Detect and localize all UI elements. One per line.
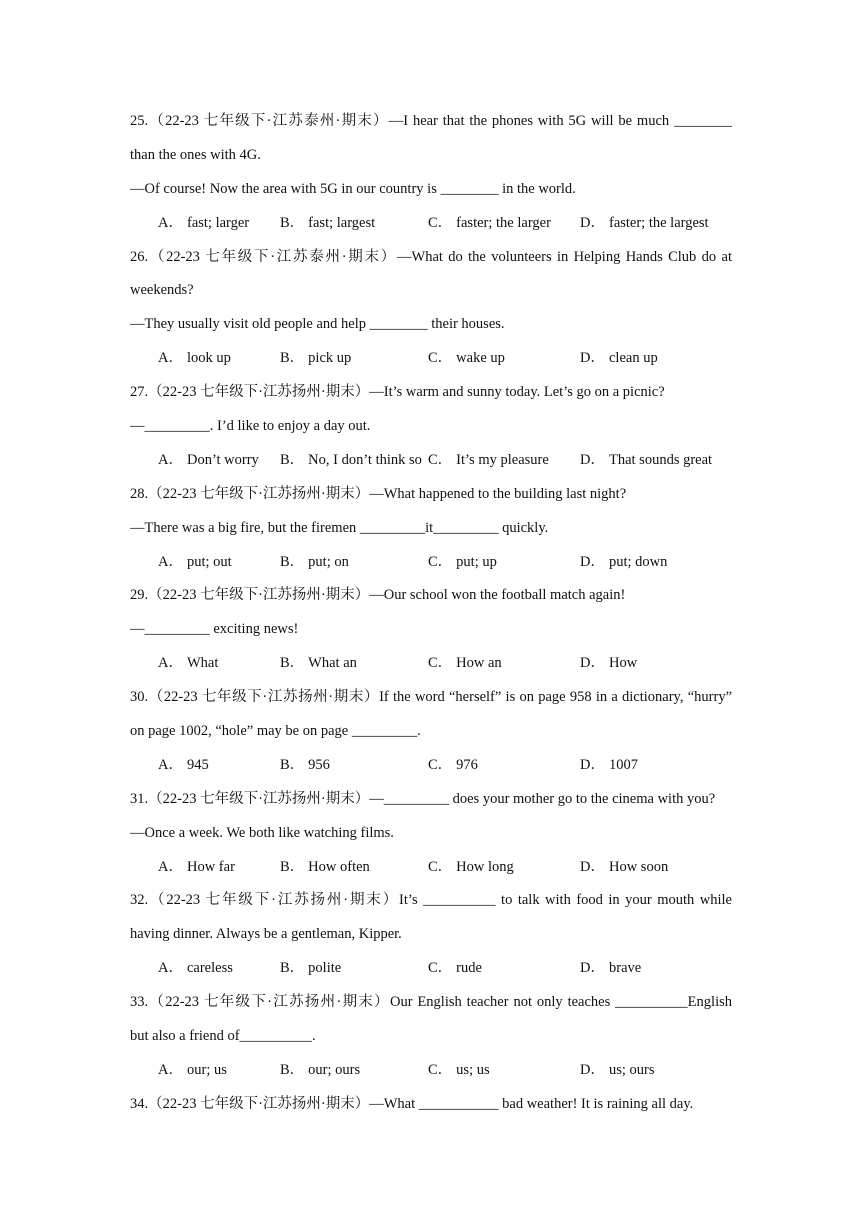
option-label: A． xyxy=(158,756,183,773)
question-line: having dinner. Always be a gentleman, Kipper. xyxy=(130,926,402,943)
option-label: C． xyxy=(428,350,453,367)
option[interactable] xyxy=(280,546,349,580)
option[interactable] xyxy=(280,444,422,478)
option-label: B． xyxy=(280,655,305,672)
question-block xyxy=(130,1088,732,1122)
question-block xyxy=(130,376,732,478)
option-label: C． xyxy=(428,960,453,977)
option[interactable] xyxy=(158,749,209,783)
option-text: 945 xyxy=(186,756,209,773)
question-line: than the ones with 4G. xyxy=(130,146,261,163)
option-text: How an xyxy=(456,655,502,672)
option-text: fast; largest xyxy=(308,214,376,231)
question-stem: 31.（22-23 七年级下·江苏扬州·期末）—_________ does your mother go to the cinema with you? xyxy=(130,790,716,807)
option-text: How xyxy=(608,655,638,672)
option-text: our; ours xyxy=(308,1061,361,1078)
options-row xyxy=(130,207,732,241)
option[interactable] xyxy=(158,444,259,478)
option-text: How often xyxy=(308,858,370,875)
question-line: —_________ exciting news! xyxy=(130,621,299,638)
question-block xyxy=(130,884,732,986)
option-label: D． xyxy=(580,1061,605,1078)
question-line: —Of course! Now the area with 5G in our country is ________ in the world. xyxy=(130,180,576,197)
option-text: polite xyxy=(308,960,342,977)
option-label: A． xyxy=(158,858,183,875)
option-label: B． xyxy=(280,350,305,367)
option-text: How soon xyxy=(608,858,669,875)
option-text: No, I don’t think so xyxy=(308,451,422,468)
question-line: weekends? xyxy=(130,282,194,299)
option-label: B． xyxy=(280,756,305,773)
option[interactable] xyxy=(580,546,667,580)
option-label: C． xyxy=(428,858,453,875)
option[interactable] xyxy=(158,647,218,681)
question-stem: 27.（22-23 七年级下·江苏扬州·期末）—It’s warm and sunny today. Let’s go on a picnic? xyxy=(130,384,665,401)
option[interactable] xyxy=(280,952,341,986)
option-label: C． xyxy=(428,451,453,468)
option-text: How far xyxy=(186,858,235,875)
option[interactable] xyxy=(280,342,351,376)
option-text: pick up xyxy=(308,350,352,367)
option-text: How long xyxy=(456,858,514,875)
option-text: fast; larger xyxy=(186,214,250,231)
question-stem: 25.（22-23 七年级下·江苏泰州·期末）—I hear that the phones with 5G will be much ________ xyxy=(130,113,732,129)
option[interactable] xyxy=(280,851,370,885)
option-label: A． xyxy=(158,1061,183,1078)
option-label: B． xyxy=(280,553,305,570)
option-label: D． xyxy=(580,858,605,875)
option-label: A． xyxy=(158,451,183,468)
option-label: D． xyxy=(580,214,605,231)
option-label: A． xyxy=(158,350,183,367)
option[interactable] xyxy=(158,546,232,580)
option-label: B． xyxy=(280,960,305,977)
option[interactable] xyxy=(580,647,637,681)
option[interactable] xyxy=(428,647,502,681)
question-line: —_________. I’d like to enjoy a day out. xyxy=(130,418,371,435)
option-text: It’s my pleasure xyxy=(456,451,549,468)
option-text: What xyxy=(186,655,219,672)
option-text: put; out xyxy=(186,553,232,570)
option[interactable] xyxy=(428,444,549,478)
option-label: B． xyxy=(280,858,305,875)
option[interactable] xyxy=(428,342,505,376)
option-label: A． xyxy=(158,655,183,672)
options-row xyxy=(130,851,732,885)
question-stem: 33.（22-23 七年级下·江苏扬州·期末）Our English teacher not only teaches __________English xyxy=(130,994,732,1011)
option-label: C． xyxy=(428,553,453,570)
option[interactable] xyxy=(580,851,668,885)
option-label: D． xyxy=(580,451,605,468)
option-text: put; down xyxy=(608,553,668,570)
question-block xyxy=(130,579,732,681)
option[interactable] xyxy=(580,749,638,783)
option-label: D． xyxy=(580,756,605,773)
option[interactable] xyxy=(280,207,375,241)
option[interactable] xyxy=(280,749,330,783)
option-label: D． xyxy=(580,655,605,672)
question-stem: 34.（22-23 七年级下·江苏扬州·期末）—What ___________ bad weather! It is raining all day. xyxy=(130,1095,694,1112)
option-label: D． xyxy=(580,350,605,367)
option-text: clean up xyxy=(608,350,658,367)
option[interactable] xyxy=(158,207,249,241)
option-text: wake up xyxy=(456,350,505,367)
options-row xyxy=(130,647,732,681)
option-text: careless xyxy=(186,960,233,977)
option-text: look up xyxy=(186,350,231,367)
question-line: but also a friend of__________. xyxy=(130,1028,316,1045)
question-block xyxy=(130,478,732,580)
option-text: us; us xyxy=(456,1061,490,1078)
option-label: C． xyxy=(428,214,453,231)
option-label: C． xyxy=(428,655,453,672)
option-label: A． xyxy=(158,553,183,570)
option[interactable] xyxy=(580,207,709,241)
question-block xyxy=(130,105,732,241)
question-stem: 29.（22-23 七年级下·江苏扬州·期末）—Our school won the football match again! xyxy=(130,587,626,604)
option[interactable] xyxy=(428,546,497,580)
option-text: put; up xyxy=(456,553,497,570)
question-block xyxy=(130,241,732,377)
option-label: C． xyxy=(428,1061,453,1078)
question-stem: 26.（22-23 七年级下·江苏泰州·期末）—What do the volunteers in Helping Hands Club do at xyxy=(130,248,732,265)
options-row xyxy=(130,546,732,580)
option-text: faster; the larger xyxy=(456,214,551,231)
option-text: faster; the largest xyxy=(608,214,709,231)
options-row xyxy=(130,444,732,478)
option[interactable] xyxy=(158,851,235,885)
options-row xyxy=(130,342,732,376)
option-text: us; ours xyxy=(608,1061,655,1078)
question-stem: 32.（22-23 七年级下·江苏扬州·期末）It’s __________ to talk with food in your mouth while xyxy=(130,892,732,909)
options-row xyxy=(130,952,732,986)
option[interactable] xyxy=(580,1054,655,1088)
option[interactable] xyxy=(428,1054,490,1088)
question-line: on page 1002, “hole” may be on page _________. xyxy=(130,723,421,740)
option[interactable] xyxy=(280,647,357,681)
option[interactable] xyxy=(158,1054,227,1088)
option-label: D． xyxy=(580,960,605,977)
option[interactable] xyxy=(158,952,233,986)
option-text: That sounds great xyxy=(608,451,713,468)
option-text: our; us xyxy=(186,1061,227,1078)
question-block xyxy=(130,783,732,885)
option[interactable] xyxy=(428,851,514,885)
question-stem: 28.（22-23 七年级下·江苏扬州·期末）—What happened to the building last night? xyxy=(130,485,627,502)
question-line: —Once a week. We both like watching films. xyxy=(130,824,394,841)
question-stem: 30.（22-23 七年级下·江苏扬州·期末）If the word “herself” is on page 958 in a dictionary, “hurry” xyxy=(130,689,732,706)
option-text: What an xyxy=(308,655,357,672)
option[interactable] xyxy=(428,952,482,986)
option-label: A． xyxy=(158,214,183,231)
option-text: brave xyxy=(608,960,642,977)
option-label: B． xyxy=(280,451,305,468)
option-label: D． xyxy=(580,553,605,570)
option-label: B． xyxy=(280,1061,305,1078)
option-text: Don’t worry xyxy=(186,451,259,468)
options-row xyxy=(130,749,732,783)
option-text: put; on xyxy=(308,553,349,570)
question-block xyxy=(130,681,732,783)
option-text: rude xyxy=(456,960,482,977)
option[interactable] xyxy=(428,749,478,783)
option[interactable] xyxy=(280,1054,360,1088)
option-label: B． xyxy=(280,214,305,231)
question-line: —There was a big fire, but the firemen _________it_________ quickly. xyxy=(130,519,549,536)
question-line: —They usually visit old people and help ________ their houses. xyxy=(130,316,505,333)
question-block xyxy=(130,986,732,1088)
option[interactable] xyxy=(580,342,658,376)
document-page xyxy=(130,105,732,1122)
option-label: C． xyxy=(428,756,453,773)
option-label: A． xyxy=(158,960,183,977)
option-text: 1007 xyxy=(608,756,638,773)
option[interactable] xyxy=(580,444,712,478)
option[interactable] xyxy=(158,342,231,376)
option-text: 976 xyxy=(456,756,478,773)
options-row xyxy=(130,1054,732,1088)
option[interactable] xyxy=(580,952,641,986)
option[interactable] xyxy=(428,207,551,241)
option-text: 956 xyxy=(308,756,330,773)
